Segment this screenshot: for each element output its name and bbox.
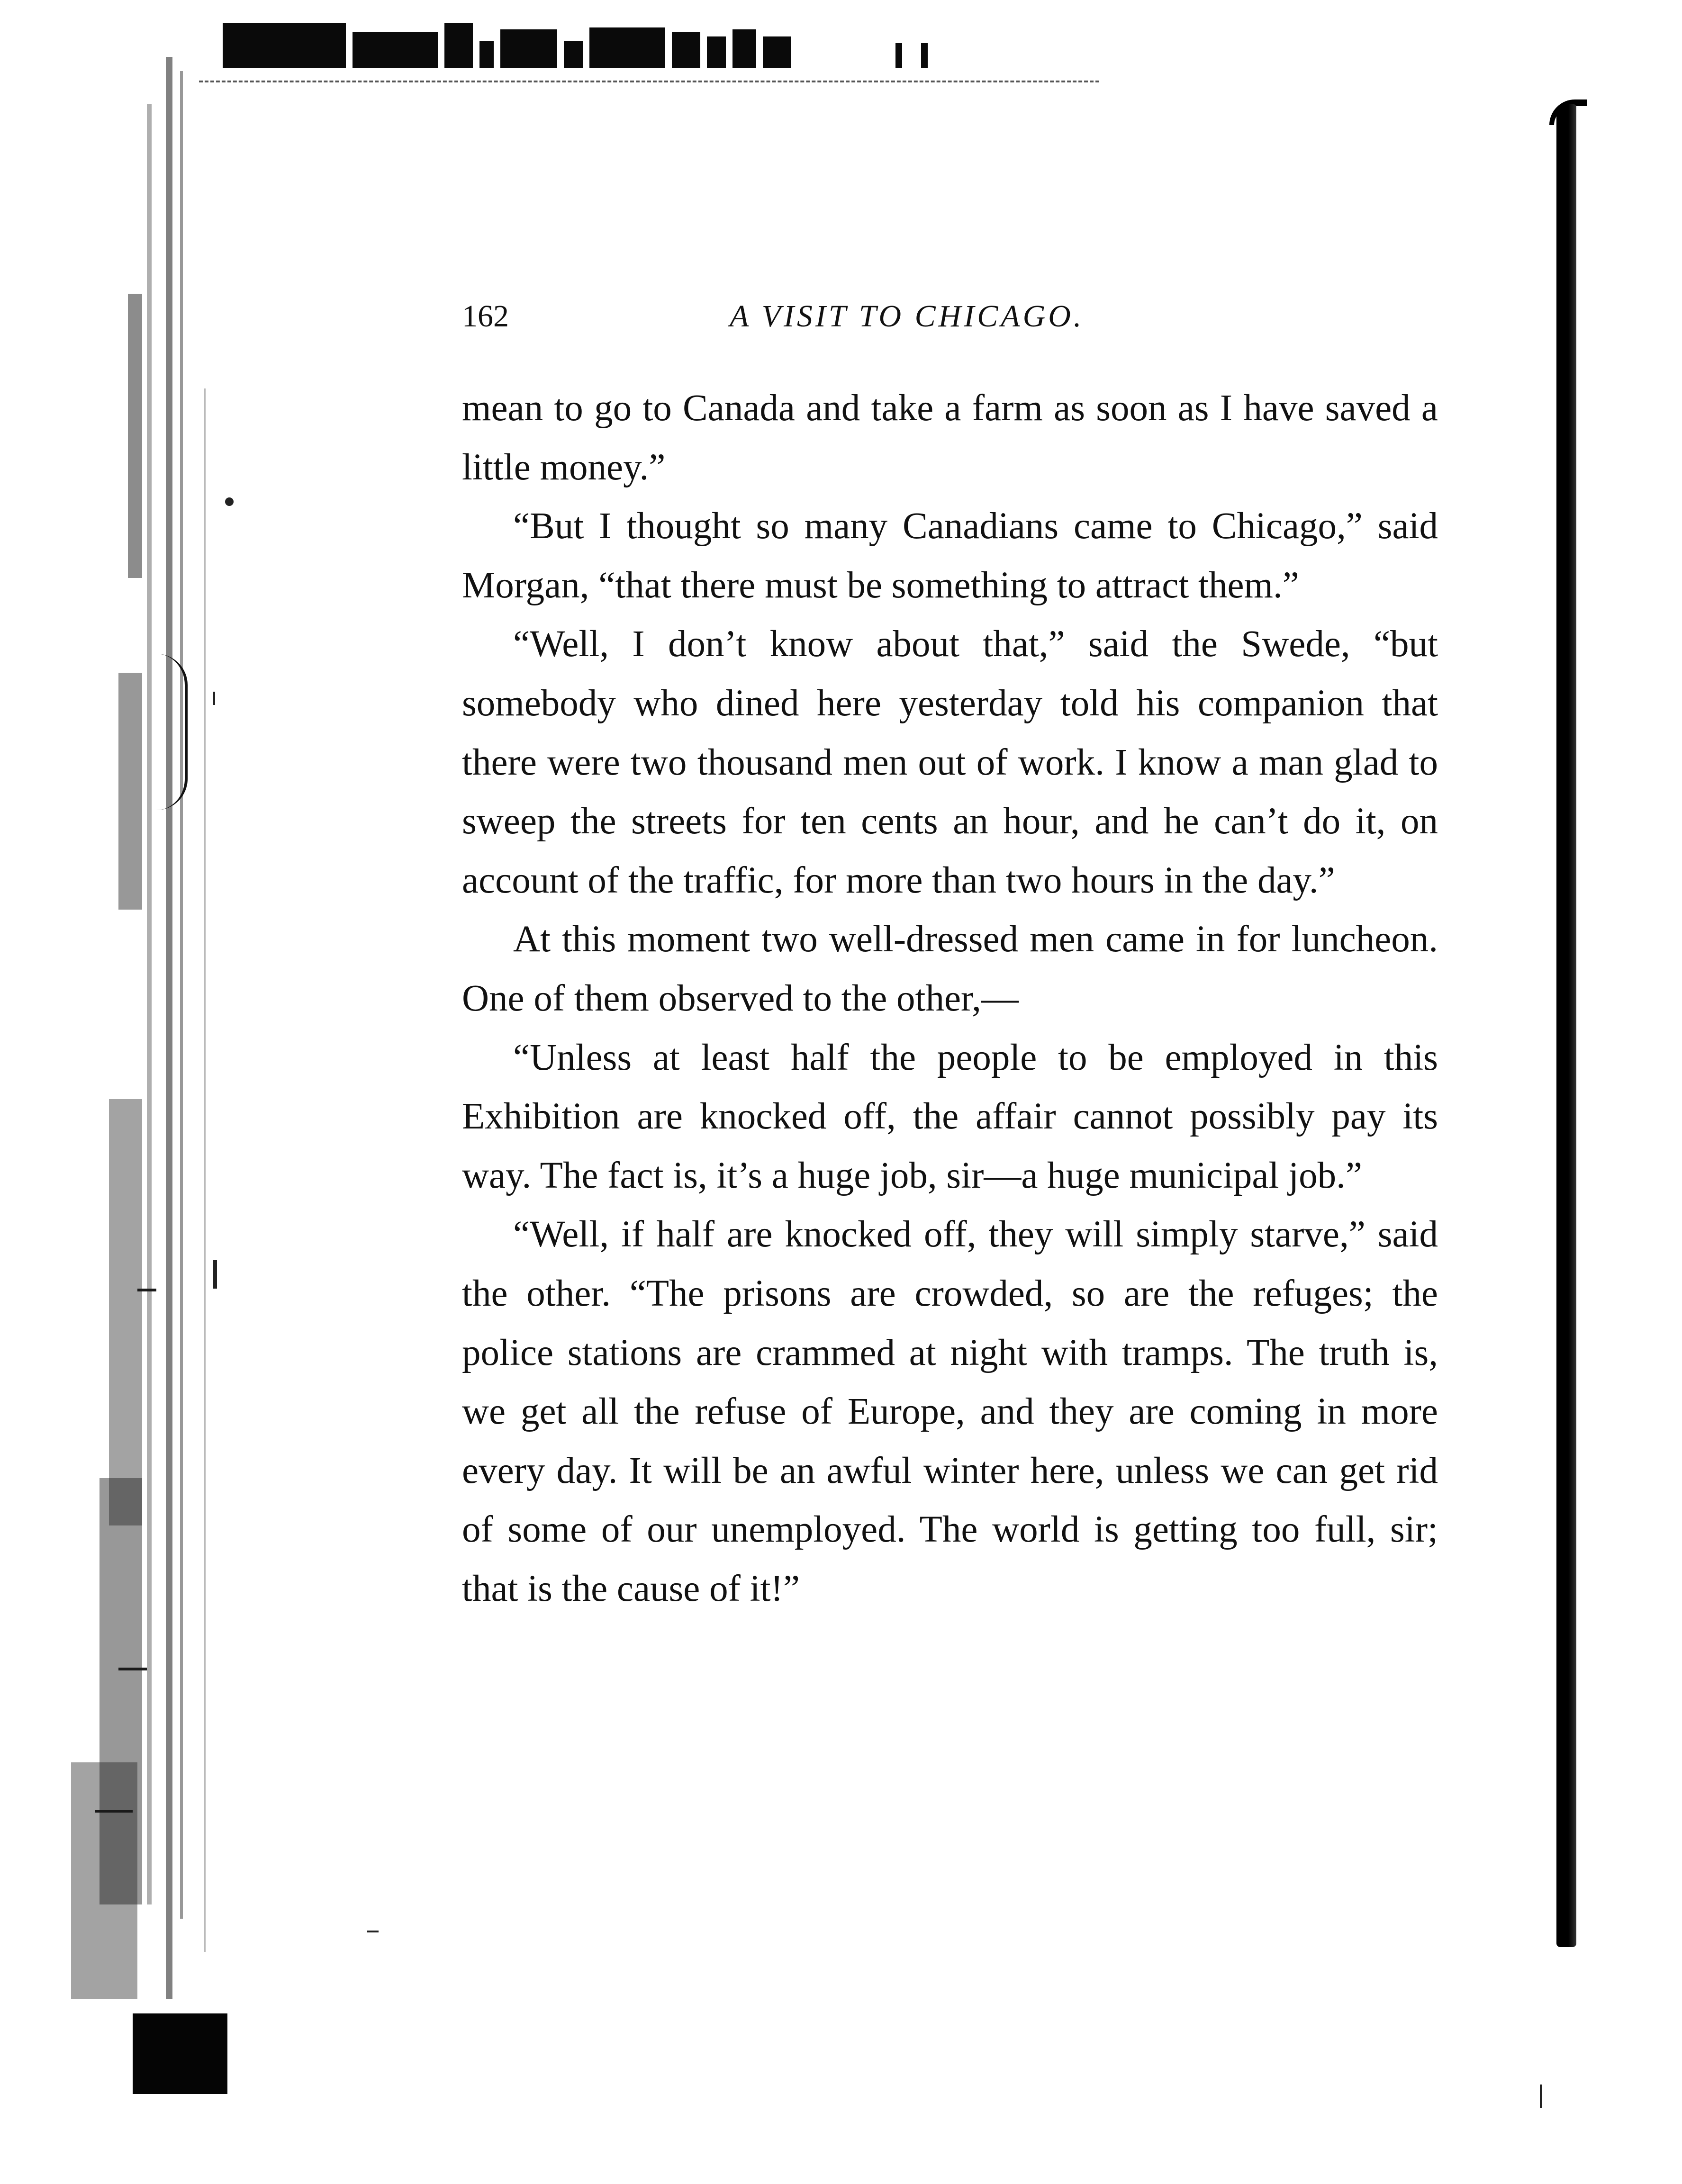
page-number: 162 (462, 299, 509, 334)
page-body (462, 379, 1438, 1618)
scan-bracket-mark (156, 654, 188, 810)
paragraph: “But I thought so many Canadians came to Chicago,” said Morgan, “that there must be something to attract them.” (462, 505, 1438, 606)
scan-dot (225, 497, 234, 506)
scan-left-gutter (24, 57, 232, 2094)
scan-top-bar (223, 23, 934, 68)
paragraph: “Well, I don’t know about that,” said the Swede, “but somebody who dined here yesterday told his companion that there were two thousand men out of work. I know a man glad to sweep the streets for ten cents an hour, and he can’t do it, on account of the traffic, for more than two hours in the day.” (462, 623, 1438, 901)
running-head (462, 298, 1457, 341)
paragraph: mean to go to Canada and take a farm as soon as I have saved a little money.” (462, 388, 1438, 488)
scan-tick (1540, 2085, 1542, 2108)
scan-top-rule (199, 81, 1099, 82)
scan-tick (213, 1260, 217, 1289)
scan-right-edge (1556, 104, 1576, 1947)
scan-tick (213, 692, 215, 705)
paragraph: “Well, if half are knocked off, they will simply starve,” said the other. “The prisons are crowded, so are the refuges; the police stations are crammed at night with tramps. The truth is, we get all the refuse of Europe, and they are coming in more every day. It will be an awful winter here, unless we can get rid of some of our unemployed. The world is getting too full, sir; that is the cause of it!” (462, 1214, 1438, 1609)
scan-corner-block (133, 2013, 227, 2094)
book-title: A VISIT TO CHICAGO. (730, 299, 1085, 334)
paragraph: “Unless at least half the people to be employed in this Exhibition are knocked off, the affair cannot possibly pay its way. The fact is, it’s a huge job, sir—a huge municipal job.” (462, 1037, 1438, 1196)
paragraph: At this moment two well-dressed men came in for luncheon. One of them observed to the other,— (462, 919, 1438, 1019)
scan-tick (367, 1931, 379, 1932)
